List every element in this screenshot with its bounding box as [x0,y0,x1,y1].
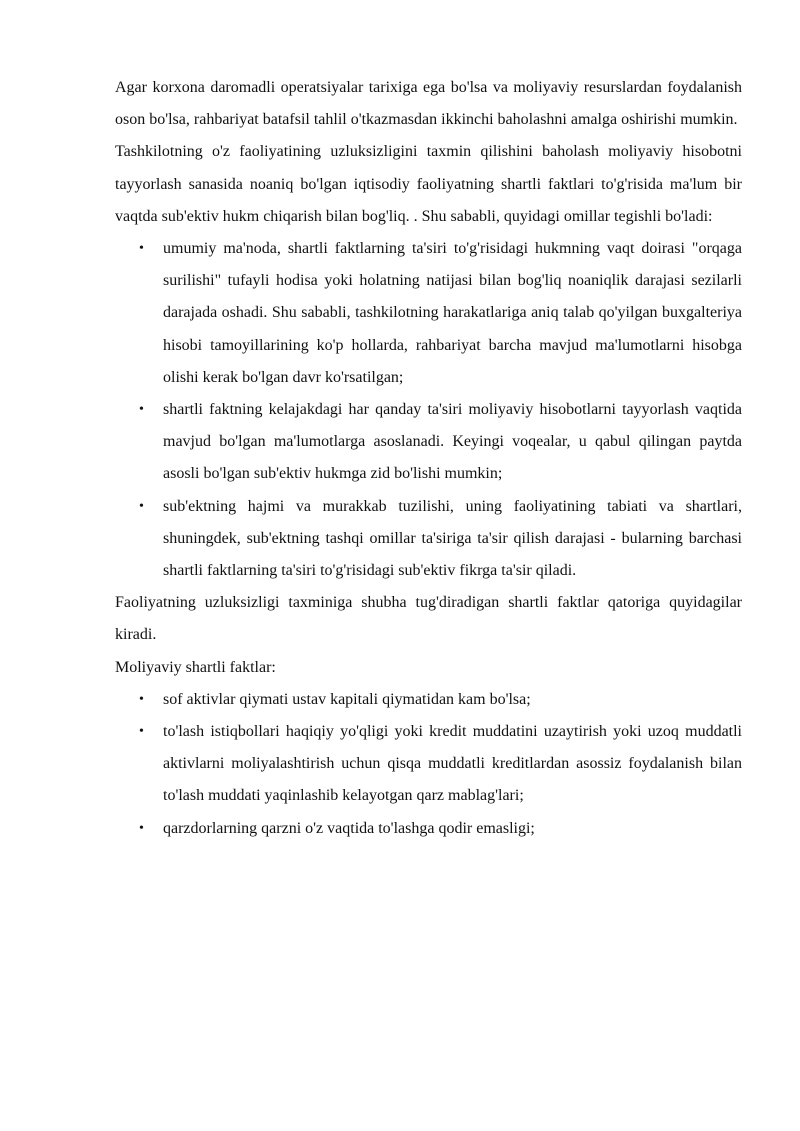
factors-list [115,233,742,587]
list-item [115,684,742,716]
bullet-icon: • [139,402,144,418]
list-item-text: to'lash istiqbollari haqiqiy yo'qligi yoki kredit muddatini uzaytirish yoki uzoq muddatli aktivlarni moliyalashtirish uchun qisqa muddatli kreditlardan asossiz foydalanish bilan to'lash muddati yaqinlashib kelayotgan qarz mablag'lari; [163,723,742,805]
paragraph-2: Tashkilotning o'z faoliyatining uzluksizligini taxmin qilishini baholash moliyaviy hisobotni tayyorlash sanasida noaniq bo'lgan iqtisodiy faoliyatning shartli faktlari to'g'risida ma'lum bir vaqtda sub'ektiv hukm chiqarish bilan bog'liq. . Shu sababli, quyidagi omillar tegishli bo'ladi: [115,143,742,225]
paragraph-1: Agar korxona daromadli operatsiyalar tarixiga ega bo'lsa va moliyaviy resurslardan foydalanish oson bo'lsa, rahbariyat batafsil tahlil o'tkazmasdan ikkinchi baholashni amalga oshirishi mumkin. [115,79,742,129]
list-item [115,491,742,588]
list-item [115,394,742,491]
list-item [115,716,742,813]
list-item-text: qarzdorlarning qarzni o'z vaqtida to'lashga qodir emasligi; [163,819,535,837]
bullet-icon: • [139,820,144,836]
financial-facts-list [115,684,742,845]
bullet-icon: • [139,241,144,257]
list-item [115,813,742,845]
list-item [115,233,742,394]
list-item-text: sof aktivlar qiymati ustav kapitali qiymatidan kam bo'lsa; [163,690,531,708]
list-item-text: umumiy ma'noda, shartli faktlarning ta'siri to'g'risidagi hukmning vaqt doirasi "orqaga surilishi" tufayli hodisa yoki holatning natijasi bilan bog'liq noaniqlik darajasi sezilarli darajada oshadi. Shu sababli, tashkilotning harakatlariga aniq talab qo'yilgan buxgalteriya hisobi tamoyillarining ko'p hollarda, rahbariyat barcha mavjud ma'lumotlarni hisobga olishi kerak bo'lgan davr ko'rsatilgan; [163,240,742,386]
paragraph-4: Moliyaviy shartli faktlar: [115,658,276,676]
list-item-text: sub'ektning hajmi va murakkab tuzilishi, uning faoliyatining tabiati va shartlari, shuningdek, sub'ektning tashqi omillar ta'siriga ta'sir qilish darajasi - bularning barchasi shartli faktlarning ta'siri to'g'risidagi sub'ektiv fikrga ta'sir qiladi. [163,497,742,580]
list-item-text: shartli faktning kelajakdagi har qanday ta'siri moliyaviy hisobotlarni tayyorlash vaqtida mavjud bo'lgan ma'lumotlarga asoslanadi. Keyingi voqealar, u qabul qilingan paytda asosli bo'lgan sub'ektiv hukmga zid bo'lishi mumkin; [163,401,742,483]
bullet-icon: • [139,498,144,514]
bullet-icon: • [139,724,144,740]
bullet-icon: • [139,691,144,707]
paragraph-3: Faoliyatning uzluksizligi taxminiga shubha tug'diradigan shartli faktlar qatoriga quyidagilar kiradi. [115,594,742,644]
document-page [115,72,742,845]
